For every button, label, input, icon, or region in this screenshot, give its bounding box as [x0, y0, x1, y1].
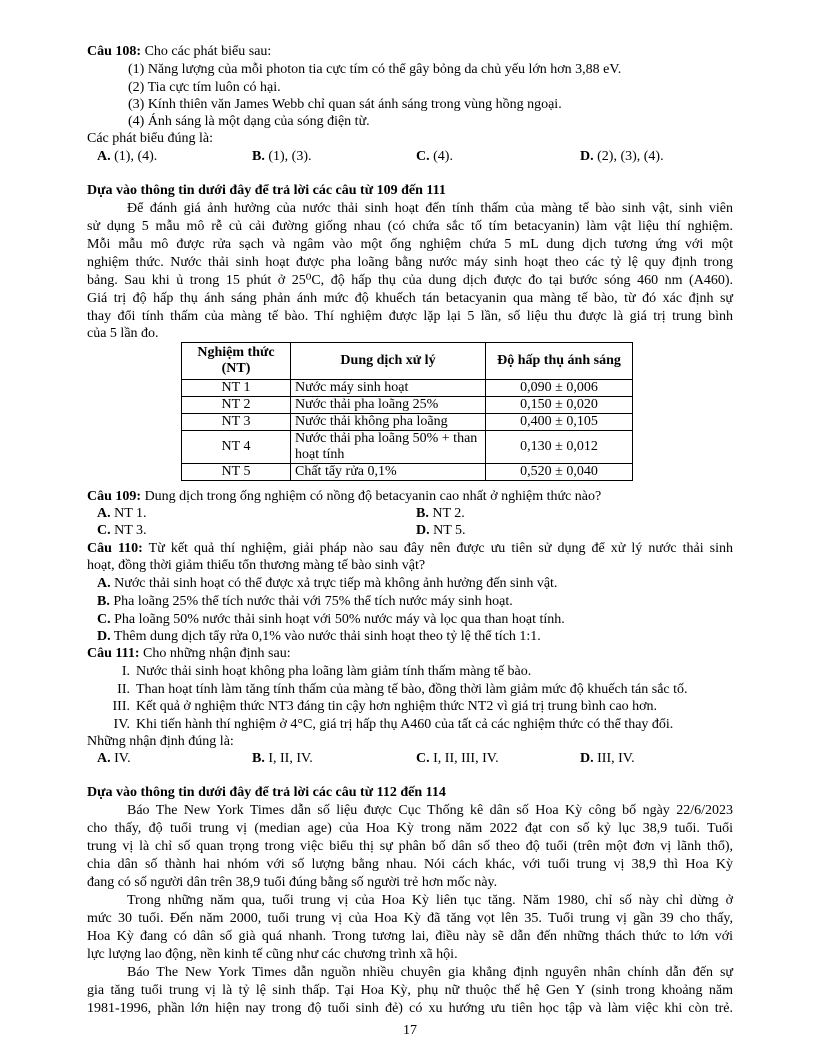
section2-para2-line: Trong những năm qua, tuổi trung vị của Hoa Kỳ liên tục tăng. Năm 1980, chỉ số này chỉ dừng ở	[127, 893, 733, 908]
q111-option-b: B. I, II, IV.	[252, 751, 313, 766]
section1-line: nghiệm thức. Nước thải sinh hoạt được pha loãng bằng nước máy sinh hoạt theo các tỷ lệ quy định trong	[87, 255, 733, 270]
q110-option-d: D. Thêm dung dịch tẩy rửa 0,1% vào nước thải sinh hoạt theo tỷ lệ thể tích 1:1.	[97, 629, 541, 644]
q111-prompt: Những nhận định đúng là:	[87, 734, 234, 749]
table-cell: NT 5	[182, 464, 291, 481]
table-cell: NT 2	[182, 397, 291, 414]
q108-statement-3: (3) Kính thiên văn James Webb chỉ quan sát ánh sáng trong vùng hồng ngoại.	[128, 97, 562, 112]
section1-line: thay đổi tính thấm của màng tế bào. Thí nghiệm được lặp lại 5 lần, số liệu thu được là giá trị trung bình	[87, 309, 733, 324]
table-row	[182, 380, 633, 397]
table-cell: 0,150 ± 0,020	[486, 397, 633, 414]
q109-option-d: D. NT 5.	[416, 523, 466, 538]
q111-option-c: C. I, II, III, IV.	[416, 751, 499, 766]
section2-para1-line: cho thấy, độ tuổi trung vị (median age) của Hoa Kỳ trong năm 2022 đạt con số kỷ lục 38,9 tuổi. Tuổi	[87, 821, 733, 836]
q109-label: Câu 109:	[87, 489, 142, 504]
section1-line: bảng. Sau khi ủ trong 15 phút ở 25⁰C, độ hấp thụ của dung dịch được đo tại bước sóng 460 nm (A460).	[87, 273, 733, 288]
section1-line: sử dụng 5 mẫu mô rễ củ cải đường giống nhau (có chứa sắc tố tím betacyanin) làm vật liệu thí nghiệm.	[87, 219, 733, 234]
table-row	[182, 464, 633, 481]
q109-option-c: C. NT 3.	[97, 523, 147, 538]
q108-label: Câu 108:	[87, 44, 142, 59]
table-row	[182, 431, 633, 464]
q110-option-a: A. Nước thải sinh hoạt có thể được xả trực tiếp mà không ảnh hưởng đến sinh vật.	[97, 576, 558, 591]
table-cell: 0,520 ± 0,040	[486, 464, 633, 481]
q111-option-d: D. III, IV.	[580, 751, 635, 766]
q108-option-a: A. (1), (4).	[97, 149, 158, 164]
table-cell: Nước máy sinh hoạt	[291, 380, 486, 397]
q109-option-b: B. NT 2.	[416, 506, 465, 521]
table-header-cell: Dung dịch xử lý	[291, 343, 486, 380]
table-cell: Nước thải không pha loãng	[291, 414, 486, 431]
q108-stem: Câu 108: Cho các phát biểu sau:	[87, 44, 272, 59]
section1-heading: Dựa vào thông tin dưới đây để trả lời các câu từ 109 đến 111	[87, 183, 446, 198]
section1-line: Mỗi mẫu mô được rửa sạch và ngâm vào một ống nghiệm chứa 5 mL dung dịch tương ứng với một	[87, 237, 733, 252]
section1-line: Giá trị độ hấp thụ ánh sáng phản ánh mức độ khuếch tán betacyanin qua màng tế bào, từ đó xác định sự	[87, 291, 733, 306]
table-row	[182, 414, 633, 431]
q110-label: Câu 110:	[87, 541, 143, 556]
section2-para1-line: trung vị là chỉ số quan trọng trong việc biểu thị sự phân bố dân số theo độ tuổi (trên một đơn vị lãnh thổ),	[87, 839, 733, 854]
table-header-cell: Nghiệm thức (NT)	[182, 343, 291, 380]
table-row	[182, 397, 633, 414]
q108-statement-4: (4) Ánh sáng là một dạng của sóng điện từ.	[128, 114, 370, 129]
section2-para1-line: chia dân số thành hai nhóm với số lượng bằng nhau. Nói cách khác, với tuổi trung vị 38,9 thì Hoa Kỳ	[87, 857, 733, 872]
table-cell: Nước thải pha loãng 25%	[291, 397, 486, 414]
q108-statement-2: (2) Tia cực tím luôn có hại.	[128, 80, 281, 95]
section2-para3-line: 1981-1996, phần lớn hiện nay trong độ tuổi sinh đẻ) có xu hướng ưu tiên học tập và làm việc khi còn trẻ.	[87, 1001, 733, 1016]
q111-statement-1: I. Nước thải sinh hoạt không pha loãng làm giảm tính thấm màng tế bào.	[121, 664, 532, 679]
table-header-cell: Độ hấp thụ ánh sáng	[486, 343, 633, 380]
q109-option-a: A. NT 1.	[97, 506, 147, 521]
table-cell: Nước thải pha loãng 50% + than hoạt tính	[291, 431, 486, 464]
q111-statement-4: IV. Khi tiến hành thí nghiệm ở 4°C, giá trị hấp thụ A460 của tất cả các nghiệm thức có thể thay đổi.	[113, 717, 674, 732]
table-cell: 0,090 ± 0,006	[486, 380, 633, 397]
table-cell: 0,130 ± 0,012	[486, 431, 633, 464]
q111-label: Câu 111:	[87, 646, 140, 661]
table-cell: 0,400 ± 0,105	[486, 414, 633, 431]
section1-line: Để đánh giá ảnh hưởng của nước thải sinh hoạt đến tính thấm của màng tế bào sinh vật, sinh viên	[127, 201, 733, 216]
q111-statement-2: II. Than hoạt tính làm tăng tính thấm của màng tế bào, đồng thời làm giảm mức độ khuếch tán sắc tố.	[117, 682, 688, 697]
table-cell: NT 1	[182, 380, 291, 397]
section1-line: của 5 lần đo.	[87, 326, 159, 341]
q111-option-a: A. IV.	[97, 751, 131, 766]
q108-statement-1: (1) Năng lượng của mỗi photon tia cực tím có thể gây bỏng da chủ yếu lớn hơn 3,88 eV.	[128, 62, 622, 77]
table-header-row	[182, 343, 633, 380]
q110-stem: Câu 110: Từ kết quả thí nghiệm, giải pháp nào sau đây nên được ưu tiên sử dụng để xử lý nước thải sinh	[87, 541, 733, 556]
q108-option-c: C. (4).	[416, 149, 453, 164]
section2-para2-line: mức 30 tuổi. Đến năm 2000, tuổi trung vị của Hoa Kỳ đã tăng vọt lên 35. Tuổi trung vị gần 39 cho thấy,	[87, 911, 733, 926]
section2-para1-line: Báo The New York Times dẫn số liệu được Cục Thống kê dân số Hoa Kỳ công bố ngày 22/6/2023	[127, 803, 733, 818]
q111-stem: Câu 111: Cho những nhận định sau:	[87, 646, 291, 661]
table-cell: NT 4	[182, 431, 291, 464]
q108-option-d: D. (2), (3), (4).	[580, 149, 664, 164]
q108-prompt: Các phát biểu đúng là:	[87, 131, 213, 146]
q109-stem: Câu 109: Dung dịch trong ống nghiệm có nồng độ betacyanin cao nhất ở nghiệm thức nào?	[87, 489, 602, 504]
table-cell: Chất tẩy rửa 0,1%	[291, 464, 486, 481]
section2-para2-line: lực lượng lao động, nền kinh tế cũng như các chương trình xã hội.	[87, 947, 458, 962]
section2-para1-line: đang có số người dân trên 38,9 tuổi đúng bằng số người trẻ hơn mốc này.	[87, 875, 498, 890]
q110-option-c: C. Pha loãng 50% nước thải sinh hoạt với 50% nước máy và lọc qua than hoạt tính.	[97, 612, 565, 627]
page-number: 17	[403, 1023, 417, 1038]
q108-option-b: B. (1), (3).	[252, 149, 312, 164]
q110-stem-cont: hoạt, đồng thời giảm thiểu tổn thương màng tế bào sinh vật?	[87, 558, 426, 573]
section2-para3-line: Báo The New York Times dẫn nguồn nhiều chuyên gia khẳng định nguyên nhân chính dẫn đến sự	[127, 965, 733, 980]
table-cell: NT 3	[182, 414, 291, 431]
q110-option-b: B. Pha loãng 25% thể tích nước thải với 75% thể tích nước máy sinh hoạt.	[97, 594, 513, 609]
section2-para2-line: Hoa Kỳ đang có dân số già quá nhanh. Trong tương lai, điều này sẽ dẫn đến những thách thức to lớn với	[87, 929, 733, 944]
section2-heading: Dựa vào thông tin dưới đây để trả lời các câu từ 112 đến 114	[87, 785, 446, 800]
q111-statement-3: III. Kết quả ở nghiệm thức NT3 đáng tin cậy hơn nghiệm thức NT2 vì giá trị trung bình cao hơn.	[112, 699, 658, 714]
results-table	[181, 342, 633, 481]
section2-para3-line: gia tăng tuổi trung vị là tỷ lệ sinh thấp. Tại Hoa Kỳ, phụ nữ thuộc thế hệ Gen Y (sinh trong khoảng năm	[87, 983, 733, 998]
